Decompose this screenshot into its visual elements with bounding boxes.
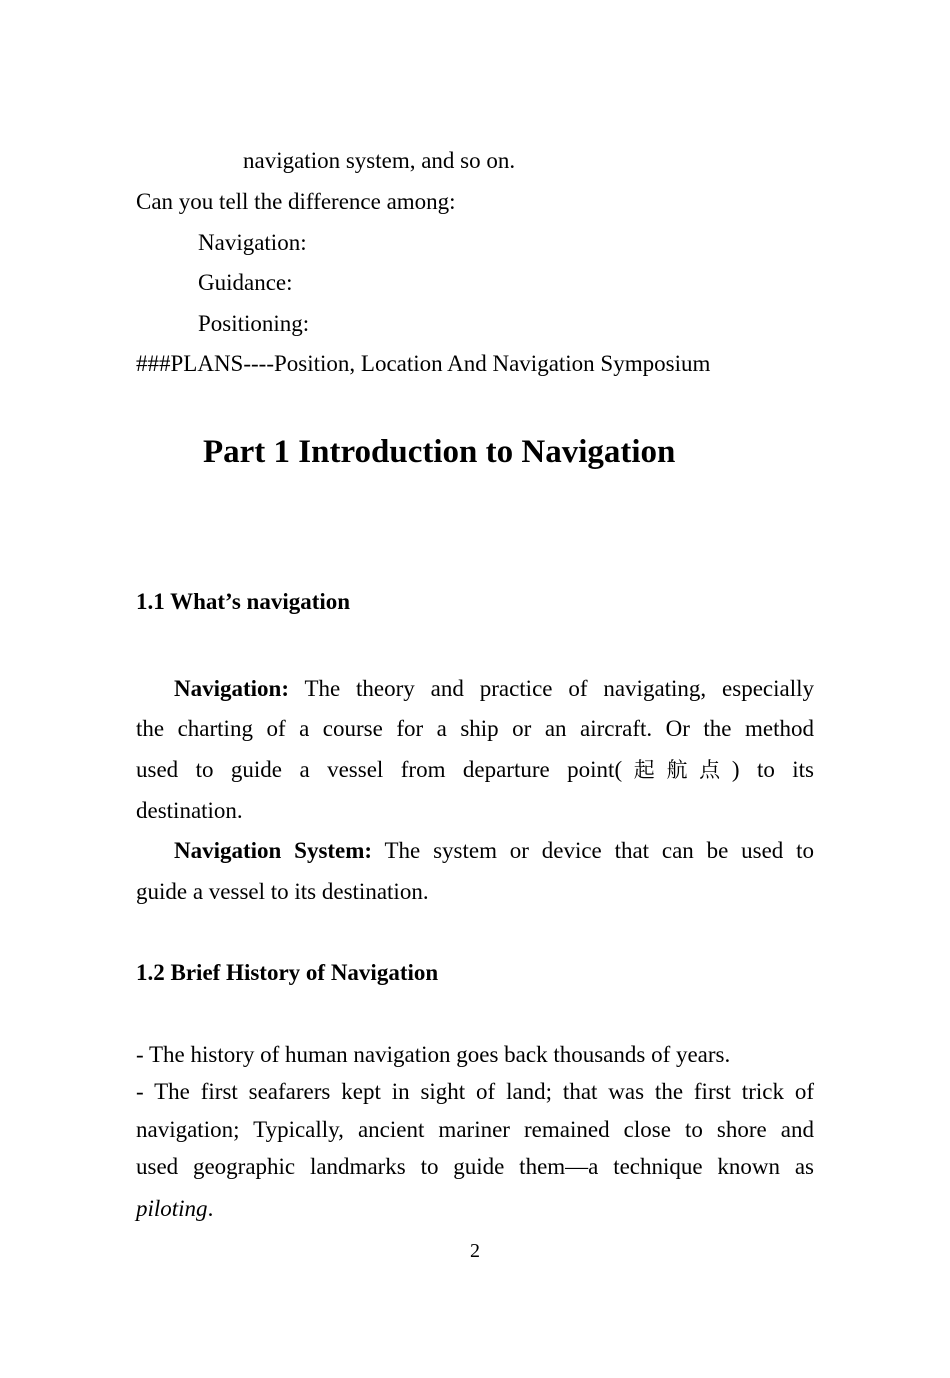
piloting-term: piloting [136, 1196, 208, 1221]
system-definition-line-1 [136, 836, 814, 866]
section-heading-1-2: 1.2 Brief History of Navigation [136, 960, 439, 985]
term-positioning: Positioning: [198, 311, 310, 336]
navigation-definition-line-1 [136, 674, 814, 704]
intro-line-continuation: navigation system, and so on. [243, 148, 516, 173]
term-navigation: Navigation: [198, 230, 307, 255]
history-bullet-1: - The history of human navigation goes back thousands of years. [136, 1042, 731, 1067]
history-bullet-2-line-1: - The first seafarers kept in sight of land; that was the first trick of [136, 1079, 814, 1104]
section-heading-1-1: 1.1 What’s navigation [136, 589, 351, 614]
system-definition-text-1: The system or device that can be used to [384, 838, 814, 863]
departure-point-cjk: 起航点 [622, 758, 732, 782]
navigation-definition-text-3a: used to guide a vessel from departure point( [136, 757, 623, 782]
plans-line: ###PLANS----Position, Location And Navigation Symposium [136, 351, 711, 376]
part-title: Part 1 Introduction to Navigation [203, 434, 676, 470]
navigation-definition-line-3 [136, 755, 814, 785]
term-guidance: Guidance: [198, 270, 293, 295]
system-definition-line-2: guide a vessel to its destination. [136, 879, 429, 904]
navigation-definition-text-1: The theory and practice of navigating, especially [304, 676, 814, 701]
navigation-system-term: Navigation System: [174, 838, 373, 863]
history-bullet-2-line-3: used geographic landmarks to guide them—a technique known as [136, 1154, 814, 1179]
navigation-term: Navigation: [174, 676, 289, 701]
navigation-definition-line-4: destination. [136, 798, 243, 823]
page-number: 2 [470, 1240, 480, 1262]
history-bullet-2-line-4 [136, 1194, 213, 1224]
navigation-definition-text-3b: ) to its [731, 757, 815, 782]
navigation-definition-line-2: the charting of a course for a ship or an aircraft. Or the method [136, 716, 814, 741]
difference-question: Can you tell the difference among: [136, 189, 456, 214]
history-period: . [207, 1196, 214, 1221]
history-bullet-2-line-2: navigation; Typically, ancient mariner remained close to shore and [136, 1117, 814, 1142]
